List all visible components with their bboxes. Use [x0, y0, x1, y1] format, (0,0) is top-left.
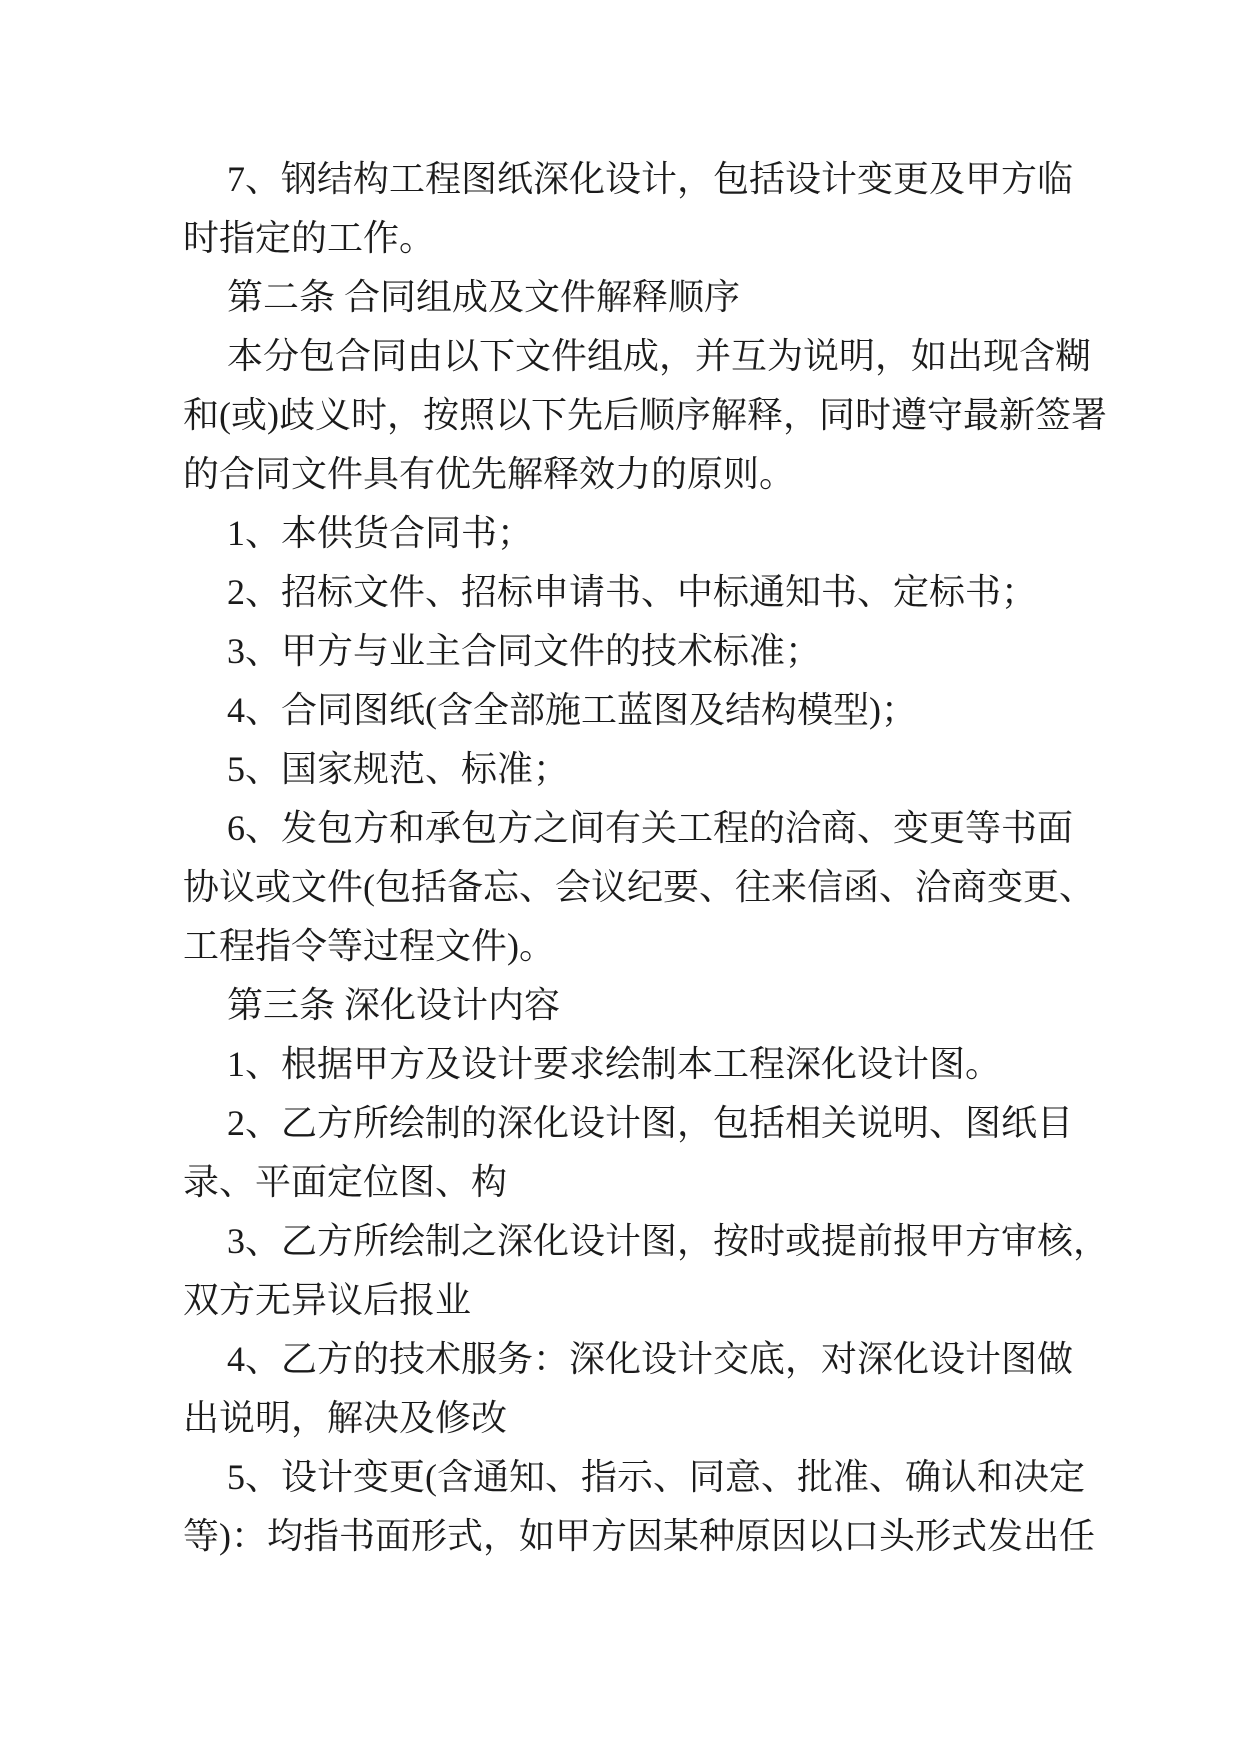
- text-line: 第三条 深化设计内容: [227, 985, 561, 1025]
- text-line: 和(或)歧义时，按照以下先后顺序解释，同时遵守最新签署: [183, 395, 1107, 435]
- text-line: 4、乙方的技术服务：深化设计交底，对深化设计图做: [227, 1339, 1074, 1379]
- text-line: 1、根据甲方及设计要求绘制本工程深化设计图。: [227, 1044, 1002, 1084]
- text-line: 等)：均指书面形式，如甲方因某种原因以口头形式发出任: [183, 1516, 1095, 1556]
- design-item-2: [183, 1094, 1078, 1212]
- text-line: 录、平面定位图、构: [183, 1162, 508, 1202]
- text-line: 6、发包方和承包方之间有关工程的洽商、变更等书面: [227, 808, 1074, 848]
- text-line: 本分包合同由以下文件组成，并互为说明，如出现含糊: [227, 336, 1092, 376]
- text-line: 双方无异议后报业: [183, 1280, 472, 1320]
- contract-doc-item-2: [183, 563, 1078, 622]
- article-3-heading: [183, 976, 1078, 1035]
- clause-item-7: [183, 150, 1078, 268]
- design-item-3: [183, 1212, 1110, 1330]
- text-line: 时指定的工作。: [183, 218, 436, 258]
- text-line: 3、甲方与业主合同文件的技术标准；: [227, 631, 822, 671]
- text-line: 2、招标文件、招标申请书、中标通知书、定标书；: [227, 572, 1038, 612]
- text-line: 4、合同图纸(含全部施工蓝图及结构模型)；: [227, 690, 917, 730]
- design-item-1: [183, 1035, 1078, 1094]
- contract-doc-item-4: [183, 681, 1078, 740]
- article-2-heading: [183, 268, 1078, 327]
- contract-doc-item-3: [183, 622, 1078, 681]
- text-line: 第二条 合同组成及文件解释顺序: [227, 277, 741, 317]
- text-line: 7、钢结构工程图纸深化设计，包括设计变更及甲方临: [227, 159, 1074, 199]
- text-line: 5、设计变更(含通知、指示、同意、批准、确认和决定: [227, 1457, 1085, 1497]
- text-line: 的合同文件具有优先解释效力的原则。: [183, 454, 796, 494]
- contract-doc-item-6: [183, 799, 1095, 976]
- text-line: 2、乙方所绘制的深化设计图，包括相关说明、图纸目: [227, 1103, 1074, 1143]
- design-item-5: [183, 1448, 1095, 1566]
- text-line: 5、国家规范、标准；: [227, 749, 570, 789]
- contract-doc-item-5: [183, 740, 1078, 799]
- design-item-4: [183, 1330, 1078, 1448]
- contract-doc-item-1: [183, 504, 1078, 563]
- document-body: [183, 150, 1110, 1566]
- text-line: 3、乙方所绘制之深化设计图，按时或提前报甲方审核，: [227, 1221, 1110, 1261]
- text-line: 1、本供货合同书；: [227, 513, 534, 553]
- text-line: 工程指令等过程文件)。: [183, 926, 555, 966]
- article-2-intro: [183, 327, 1107, 504]
- text-line: 出说明，解决及修改: [183, 1398, 508, 1438]
- text-line: 协议或文件(包括备忘、会议纪要、往来信函、洽商变更、: [183, 867, 1095, 907]
